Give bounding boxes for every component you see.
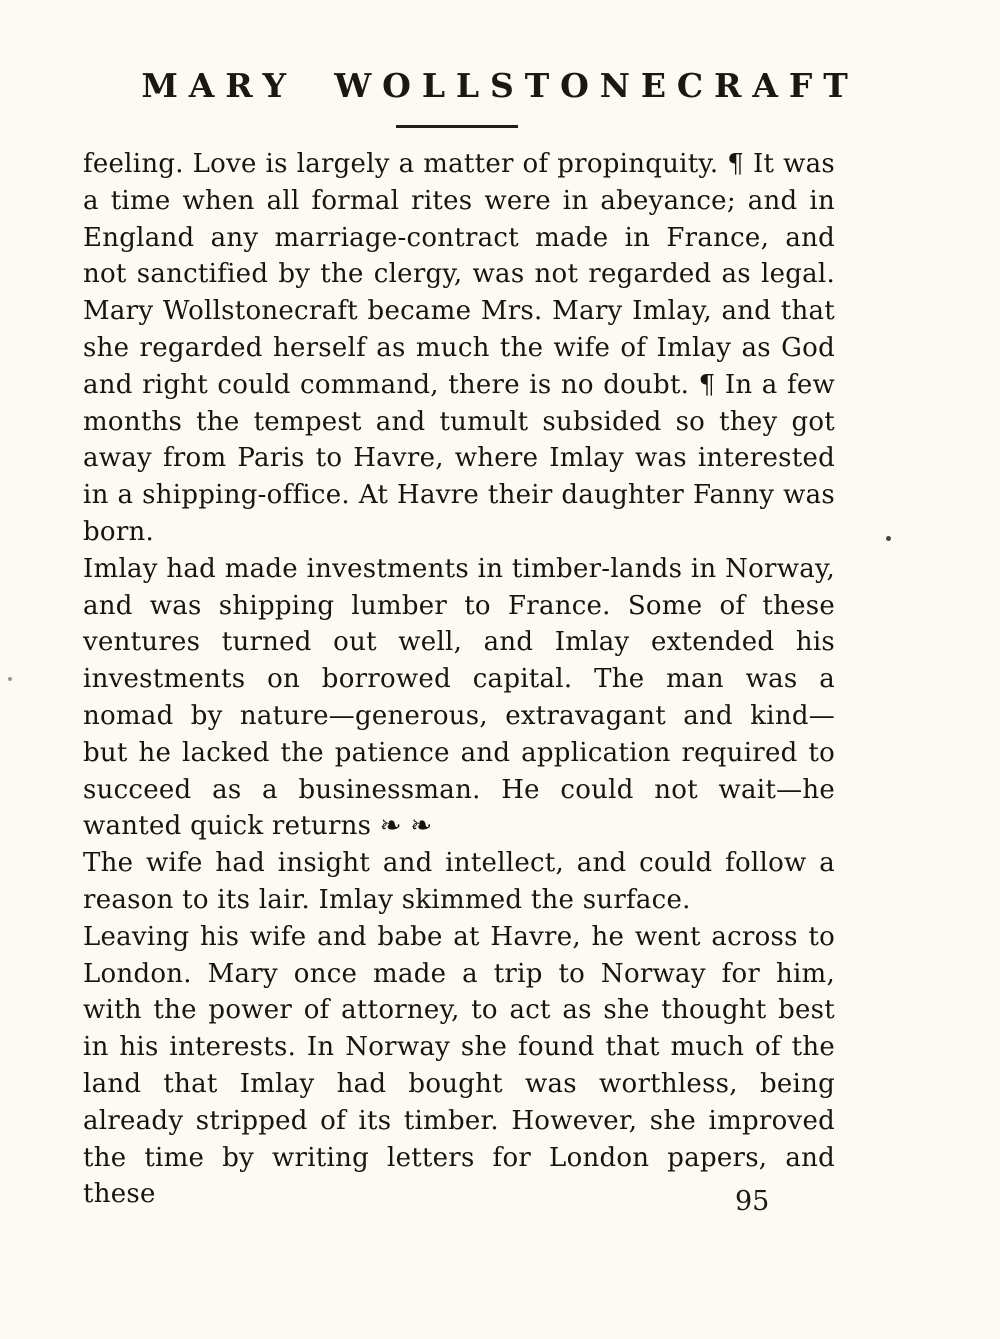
paragraph: The wife had insight and intellect, and could follow a reason to its lair. Imlay skimmed the surface. — [83, 848, 835, 915]
body-text — [83, 146, 835, 1213]
paragraph: feeling. Love is largely a matter of propinquity. ¶ It was a time when all formal rites were in abeyance; and in England any marriage-contract made in France, and not sanctified by the clergy, was not regarded as legal. Mary Wollstonecraft became Mrs. Mary Imlay, and that she regarded herself as much the wife of Imlay as God and right could command, there is no doubt. ¶ In a few months the tempest and tumult subsided so they got away from Paris to Havre, where Imlay was interested in a shipping-office. At Havre their daughter Fanny was born. — [83, 149, 835, 547]
paragraph: Leaving his wife and babe at Havre, he went across to London. Mary once made a trip to Norway for him, with the power of attorney, to act as she thought best in his interests. In Norway she found that much of the land that Imlay had bought was worthless, being already stripped of its timber. However, she improved the time by writing letters for London papers, and these — [83, 921, 835, 1210]
title-divider — [396, 125, 518, 128]
page-title: MARY WOLLSTONECRAFT — [141, 66, 859, 105]
page-number: 95 — [735, 1186, 770, 1217]
scan-speck — [886, 536, 891, 541]
paragraph: Imlay had made investments in timber-lands in Norway, and was shipping lumber to France. Some of these ventures turned out well, and Imlay extended his investments on borrowed capital. The man was a nomad by nature—generous, extravagant and kind—but he lacked the patience and application required to succeed as a businessman. He could not wait—he wanted quick returns ❧ ❧ — [83, 553, 835, 842]
scan-speck — [8, 677, 12, 681]
